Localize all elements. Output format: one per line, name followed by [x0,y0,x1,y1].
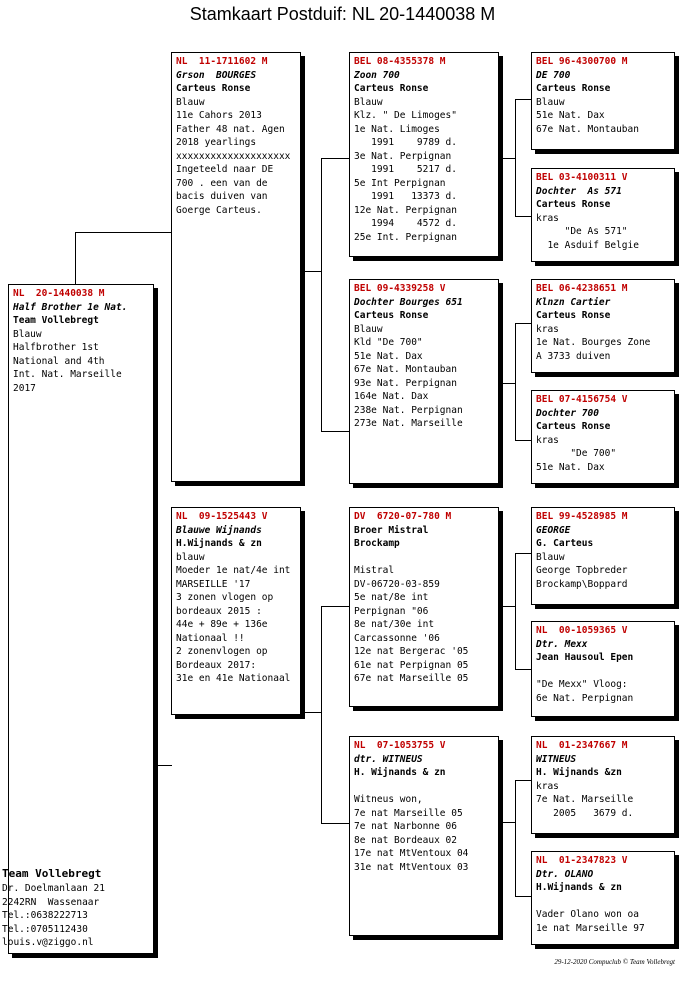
breeder-phone: Tel.:0705112430 [2,923,88,935]
info-line: 164e Nat. Dax [354,391,429,402]
ring-number: NL 01-2347823 V [536,855,628,866]
info-line: 31e en 41e Nationaal [176,673,291,684]
info-line: A 3733 duiven [536,350,611,362]
pigeon-name: WITNEUS [536,753,577,765]
info-line [354,780,494,794]
owner: Broer Mistral [354,524,429,536]
breeder-email[interactable]: louis.v@ziggo.nl [2,937,94,948]
info-line: 11e Cahors 2013 [176,110,262,121]
info-line: 7e nat Marseille 05 [354,807,463,819]
ring-number: BEL 08-4355378 M [354,56,446,67]
owner: Carteus Ronse [536,199,611,210]
owner: Carteus Ronse [354,310,429,321]
pedigree-card-ggd-2[interactable] [531,390,675,484]
info-line: 1991 9789 d. [354,137,457,148]
info-line: 8e nat Bordeaux 02 [354,834,457,846]
owner: H.Wijnands & zn [176,538,262,549]
info-line: 12e nat Bergerac '05 [354,646,469,657]
info-line: Blauw [176,96,205,108]
owner: H. Wijnands &zn [536,767,622,778]
info-line: 67e Nat. Montauban [536,123,639,135]
ring-number: BEL 03-4100311 V [536,172,628,183]
pigeon-name: DE 700 [536,69,571,81]
info-line: Goerge Carteus. [176,204,262,216]
info-line: Blauw [536,96,565,108]
info-line: 3 zonen vlogen op [176,592,274,603]
info-line: Witneus won, [354,794,423,805]
info-line: "De 700" [536,448,617,459]
info-line: 7e Nat. Marseille [536,794,634,805]
info-line: 273e Nat. Marseille [354,418,463,429]
info-line: 2017 [13,382,36,394]
info-line: DV-06720-03-859 [354,578,440,590]
owner: Team Vollebregt [13,315,99,326]
pigeon-name: Klnzn Cartier [536,296,611,308]
info-line: 51e Nat. Dax [536,461,605,473]
connector-gen3-a-stub [499,158,515,159]
pigeon-name: Dochter 700 [536,407,599,419]
breeder-address: Dr. Doelmanlaan 21 [2,883,105,894]
connector-gen3-b-stub [499,383,515,384]
pigeon-name: Half Brother 1e Nat. [13,301,128,313]
pedigree-card-subject[interactable] [8,284,154,954]
ring-number: BEL 07-4156754 V [536,394,628,405]
connector-sire-stub [301,271,321,272]
info-line: 1e Asduif Belgie [536,239,639,251]
info-line: Blauw [536,551,565,563]
connector-gen3-c-stub [499,606,515,607]
info-line: Klz. " De Limoges" [354,110,457,121]
info-line: 17e nat MtVentoux 04 [354,848,469,859]
info-line: 51e Nat. Dax [354,350,423,362]
owner: Carteus Ronse [176,83,251,94]
pigeon-name: GEORGE [536,524,571,536]
pigeon-name: Dochter As 571 [536,185,622,197]
info-line: Mistral [354,565,395,576]
owner: Jean Hausoul Epen [536,652,634,663]
ring-number: NL 11-1711602 M [176,56,268,67]
info-line: 51e Nat. Dax [536,110,605,121]
info-line: 3e Nat. Perpignan [354,150,452,162]
info-line: Brockamp\Boppard [536,578,628,590]
info-line: Halfbrother 1st [13,342,99,353]
info-line: kras [536,323,559,335]
owner: Carteus Ronse [536,83,611,94]
info-line: Father 48 nat. Agen [176,123,285,135]
pigeon-name: Dtr. OLANO [536,868,594,880]
info-line: 8e nat/30e int [354,619,435,630]
info-line: 238e Nat. Perpignan [354,404,463,416]
ring-number: BEL 96-4300700 M [536,56,628,67]
info-line: 700 . een van de [176,177,268,189]
pedigree-card-dam[interactable] [171,507,301,715]
info-line: Blauw [13,328,42,340]
info-line: 1991 13373 d. [354,191,457,202]
connector-gen3-b [515,323,532,441]
info-line: 2005 3679 d. [536,807,634,819]
info-line: 2018 yearlings [176,137,257,148]
ring-number: BEL 09-4339258 V [354,283,446,294]
info-line: kras [536,212,559,224]
info-line: Perpignan "06 [354,605,429,617]
info-line: "De Mexx" Vloog: [536,679,628,690]
ring-number: NL 01-2347667 M [536,740,628,751]
owner: Carteus Ronse [354,83,429,94]
info-line: 1e Nat. Bourges Zone [536,337,651,348]
info-line [536,895,670,909]
info-line: 5e Int Perpignan [354,177,446,189]
pedigree-card-ggs-4[interactable] [531,736,675,834]
info-line: 93e Nat. Perpignan [354,377,457,389]
info-line: bordeaux 2015 : [176,605,262,617]
connector-gen3-d [515,780,532,897]
pedigree-card-ggd-4[interactable] [531,851,675,945]
pedigree-card-ggs-2[interactable] [531,279,675,373]
info-line: 5e nat/8e int [354,592,429,603]
info-line: MARSEILLE '17 [176,578,251,590]
ring-number: NL 09-1525443 V [176,511,268,522]
breeder-name: Team Vollebregt [2,867,102,880]
info-line: 67e Nat. Montauban [354,364,457,375]
info-line: 6e Nat. Perpignan [536,692,634,704]
owner: H.Wijnands & zn [536,882,622,893]
breeder-phone: Tel.:0638222713 [2,910,88,921]
info-line: 61e nat Perpignan 05 [354,659,469,671]
print-stamp: 29-12-2020 Compuclub © Team Vollebregt [554,958,675,966]
owner: H. Wijnands & zn [354,767,446,778]
info-line: xxxxxxxxxxxxxxxxxxxx [176,150,291,162]
ring-number: NL 00-1059365 V [536,625,628,636]
info-line: blauw [176,551,205,563]
owner: Carteus Ronse [536,421,611,432]
pedigree-card-grandsire-dam[interactable] [349,507,499,707]
pigeon-name: Grson BOURGES [176,69,257,81]
owner: Carteus Ronse [536,310,611,321]
pigeon-name: Dtr. Mexx [536,638,588,650]
info-line: 31e nat MtVentoux 03 [354,861,469,873]
info-line: Ingeteeld naar DE [176,164,274,175]
pigeon-name: Blauwe Wijnands [176,524,262,536]
pigeon-name: Dochter Bourges 651 [354,296,463,308]
info-line: 1994 4572 d. [354,218,457,229]
connector-dam-stub [301,712,321,713]
info-line: 67e nat Marseille 05 [354,673,469,684]
info-line [354,551,494,565]
ring-number: NL 20-1440038 M [13,288,105,299]
pedigree-card-ggd-3[interactable] [531,621,675,717]
info-line: kras [536,434,559,446]
info-line: bacis duiven van [176,191,268,202]
pedigree-card-grandsire-sire[interactable] [349,52,499,257]
info-line: "De As 571" [536,226,628,237]
info-line: 44e + 89e + 136e [176,619,268,630]
owner: G. Carteus [536,538,594,549]
ring-number: BEL 99-4528985 M [536,511,628,522]
pigeon-name: Zoon 700 [354,69,400,81]
connector-sire-gen2 [321,158,350,432]
info-line: 7e nat Narbonne 06 [354,821,457,832]
info-line: Kld "De 700" [354,337,423,348]
info-line: Brockamp [354,538,400,549]
pedigree-card-ggd-1[interactable] [531,168,675,262]
info-line: Blauw [354,323,383,335]
info-line: Bordeaux 2017: [176,659,257,671]
info-line: George Topbreder [536,565,628,576]
ring-number: DV 6720-07-780 M [354,511,452,522]
ring-number: BEL 06-4238651 M [536,283,628,294]
info-line: Int. Nat. Marseille [13,369,122,380]
breeder-contact [2,866,105,950]
pigeon-name: dtr. WITNEUS [354,753,423,765]
info-line: Blauw [354,96,383,108]
pedigree-card-granddam-sire[interactable] [349,279,499,484]
info-line: 25e Int. Perpignan [354,231,457,243]
info-line: 2 zonenvlogen op [176,646,268,657]
info-line: 1991 5217 d. [354,164,457,175]
info-line: 12e Nat. Perpignan [354,204,457,216]
pedigree-card-granddam-dam[interactable] [349,736,499,936]
info-line: 1e Nat. Limoges [354,123,440,135]
info-line: kras [536,780,559,792]
connector-gen3-c [515,553,532,670]
info-line: Vader Olano won oa [536,909,639,920]
pedigree-card-ggs-3[interactable] [531,507,675,605]
connector-gen3-a [515,99,532,217]
info-line: Nationaal !! [176,632,245,644]
info-line: National and 4th [13,355,105,367]
info-line: Carcassonne '06 [354,632,440,644]
pedigree-card-sire[interactable] [171,52,301,482]
info-line: Moeder 1e nat/4e int [176,565,291,576]
ring-number: NL 07-1053755 V [354,740,446,751]
pedigree-card-ggs-1[interactable] [531,52,675,150]
info-line [536,665,670,679]
connector-dam-gen2 [321,606,350,824]
connector-gen3-d-stub [499,822,515,823]
page-title: Stamkaart Postduif: NL 20-1440038 M [189,4,496,24]
breeder-city: 2242RN Wassenaar [2,896,100,908]
info-line: 1e nat Marseille 97 [536,922,645,934]
